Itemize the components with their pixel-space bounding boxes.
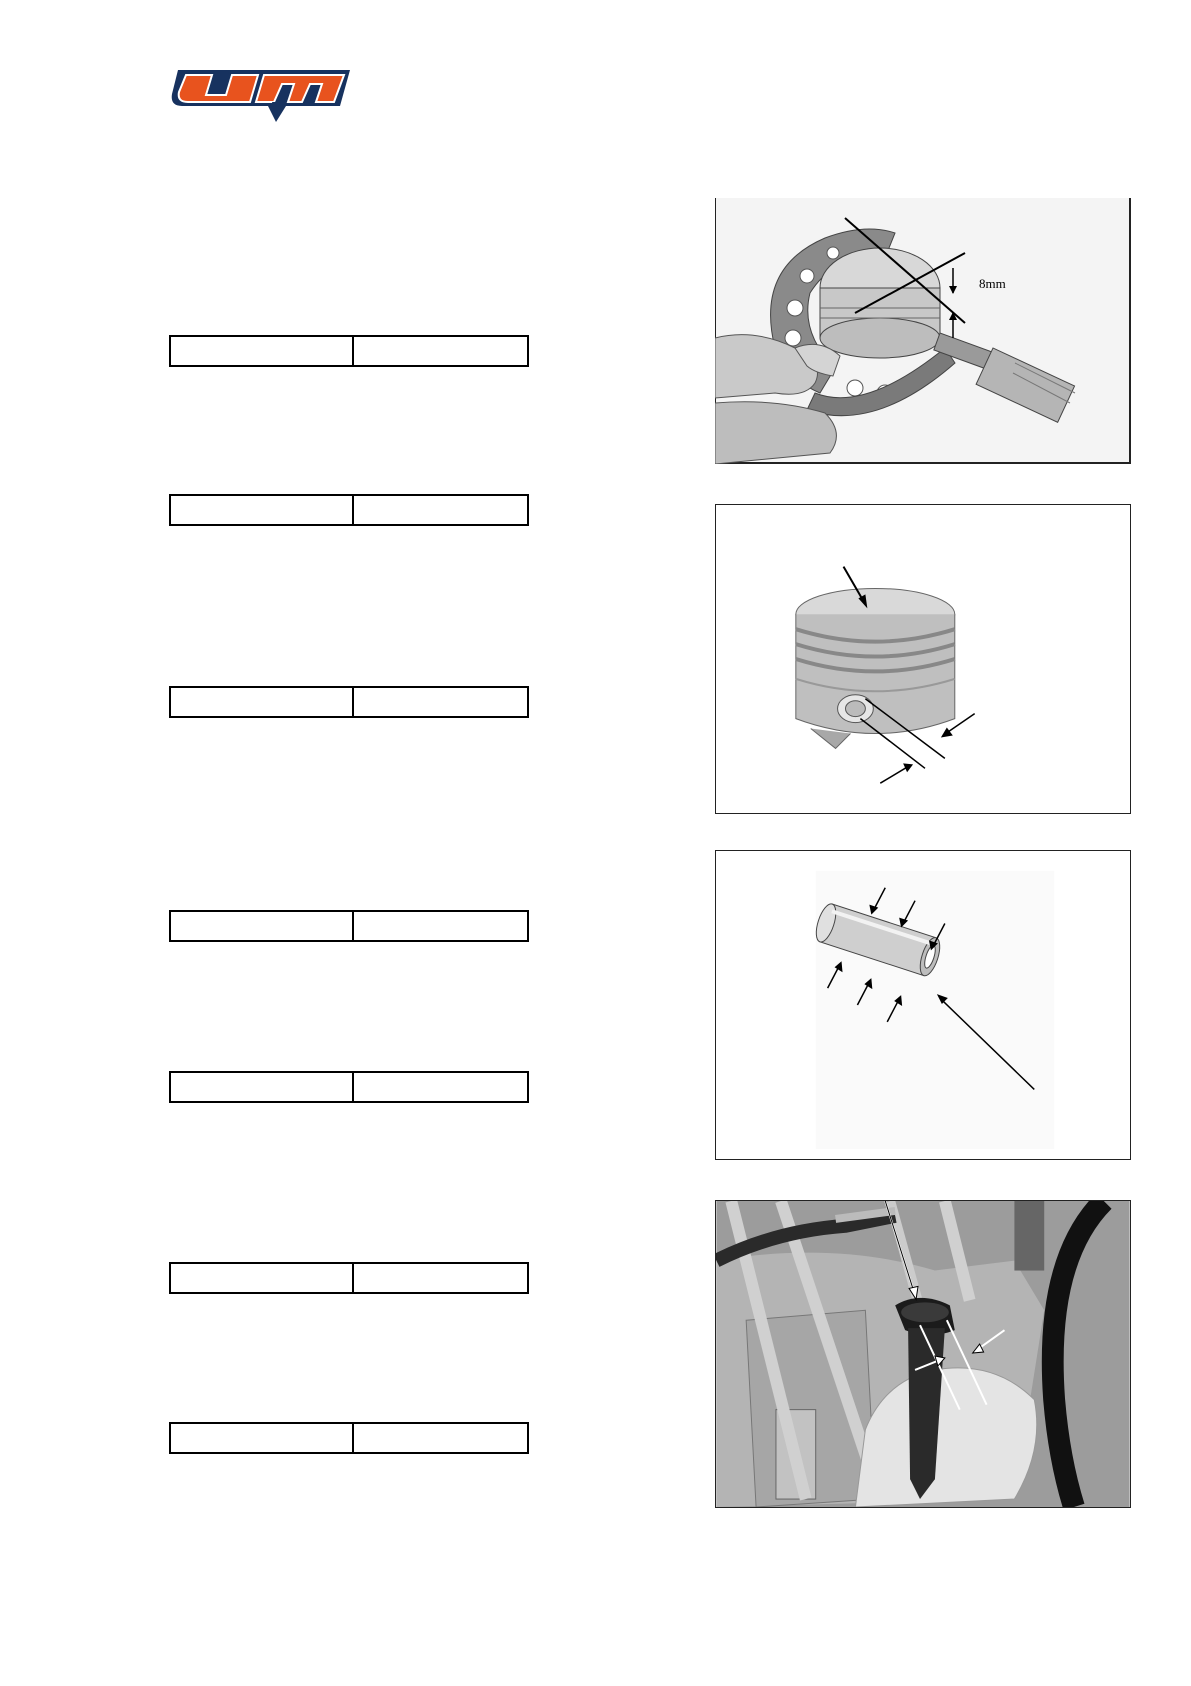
piston-micrometer-illustration (715, 198, 1131, 464)
um-logo (168, 62, 358, 128)
spec-label (171, 1264, 354, 1292)
spec-value (354, 1264, 527, 1292)
dimension-label: 8mm (979, 276, 1006, 291)
spec-table-6 (169, 1262, 529, 1294)
piston-illustration (716, 505, 1130, 813)
figure-piston-pin-bore (715, 504, 1131, 814)
figure-piston-micrometer (715, 198, 1131, 464)
figure-connecting-rod (715, 1200, 1131, 1508)
spec-value (354, 337, 527, 365)
spec-value (354, 1424, 527, 1452)
spec-table-5 (169, 1071, 529, 1103)
spec-table-7 (169, 1422, 529, 1454)
spec-label (171, 496, 354, 524)
spec-value (354, 688, 527, 716)
spec-label (171, 688, 354, 716)
spec-value (354, 1073, 527, 1101)
spec-label (171, 1073, 354, 1101)
connecting-rod-illustration (716, 1201, 1130, 1507)
spec-value (354, 912, 527, 940)
spec-table-2 (169, 494, 529, 526)
piston-pin-illustration (716, 851, 1130, 1159)
figure-piston-pin (715, 850, 1131, 1160)
spec-value (354, 496, 527, 524)
spec-table-1 (169, 335, 529, 367)
um-logo-mark (168, 62, 358, 128)
spec-table-4 (169, 910, 529, 942)
spec-table-3 (169, 686, 529, 718)
spec-label (171, 337, 354, 365)
spec-label (171, 1424, 354, 1452)
spec-label (171, 912, 354, 940)
